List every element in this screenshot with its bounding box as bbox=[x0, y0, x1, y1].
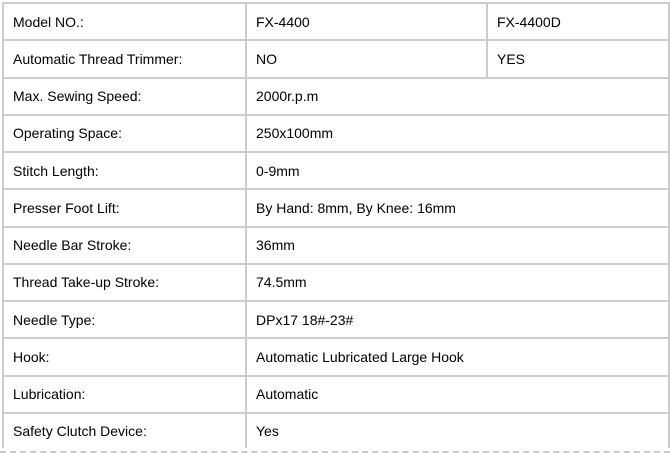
spec-label: Hook: bbox=[3, 338, 246, 375]
spec-value-trimmer-2: YES bbox=[487, 40, 669, 77]
spec-value: DPx17 18#-23# bbox=[246, 301, 669, 338]
spec-value-trimmer-1: NO bbox=[246, 40, 487, 77]
table-row-safety-clutch bbox=[3, 413, 669, 448]
spec-label: Operating Space: bbox=[3, 115, 246, 152]
table-row-operating-space bbox=[3, 115, 669, 152]
spec-label: Presser Foot Lift: bbox=[3, 189, 246, 226]
spec-label: Model NO.: bbox=[3, 3, 246, 40]
table-row-sewing-speed bbox=[3, 78, 669, 115]
spec-label: Needle Type: bbox=[3, 301, 246, 338]
table-row-stitch-length bbox=[3, 152, 669, 189]
spec-value: Automatic Lubricated Large Hook bbox=[246, 338, 669, 375]
spec-label: Needle Bar Stroke: bbox=[3, 227, 246, 264]
table-row-lubrication bbox=[3, 376, 669, 413]
spec-label: Safety Clutch Device: bbox=[3, 413, 246, 448]
spec-label: Stitch Length: bbox=[3, 152, 246, 189]
spec-value: Automatic bbox=[246, 376, 669, 413]
spec-label: Thread Take-up Stroke: bbox=[3, 264, 246, 301]
table-row-model bbox=[3, 3, 669, 40]
spec-label: Lubrication: bbox=[3, 376, 246, 413]
table-row-presser-foot-lift bbox=[3, 189, 669, 226]
spec-table bbox=[2, 2, 670, 448]
spec-value: 0-9mm bbox=[246, 152, 669, 189]
spec-value: 36mm bbox=[246, 227, 669, 264]
table-row-thread-trimmer bbox=[3, 40, 669, 77]
spec-value: 250x100mm bbox=[246, 115, 669, 152]
spec-value: Yes bbox=[246, 413, 669, 448]
table-row-thread-takeup-stroke bbox=[3, 264, 669, 301]
table-row-needle-bar-stroke bbox=[3, 227, 669, 264]
spec-label: Max. Sewing Speed: bbox=[3, 78, 246, 115]
spec-label: Automatic Thread Trimmer: bbox=[3, 40, 246, 77]
table-row-hook bbox=[3, 338, 669, 375]
spec-value-model-2: FX-4400D bbox=[487, 3, 669, 40]
table-row-needle-type bbox=[3, 301, 669, 338]
spec-value: 74.5mm bbox=[246, 264, 669, 301]
spec-value: 2000r.p.m bbox=[246, 78, 669, 115]
spec-value-model-1: FX-4400 bbox=[246, 3, 487, 40]
spec-value: By Hand: 8mm, By Knee: 16mm bbox=[246, 189, 669, 226]
